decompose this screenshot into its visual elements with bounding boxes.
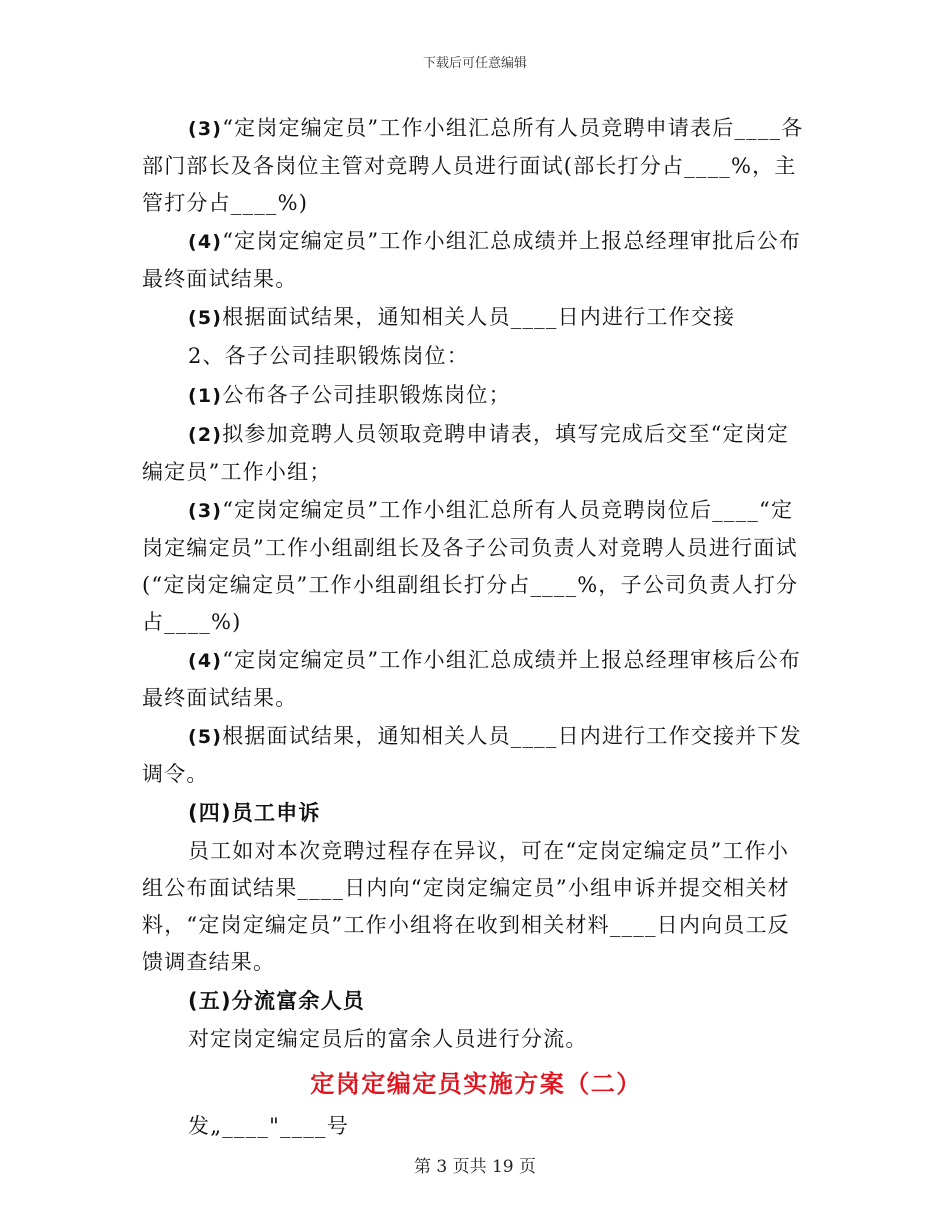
paragraph-1-b (142, 377, 810, 415)
paragraph-4-b (142, 642, 810, 717)
paragraph-text: “定岗定编定员”工作小组汇总成绩并上报总经理审批后公布最终面试结果。 (142, 229, 802, 291)
document-number-line: 发„____"____号 (188, 1114, 349, 1138)
item-number: (5) (188, 307, 223, 329)
paragraph-text: “定岗定编定员”工作小组汇总所有人员竞聘申请表后____各部门部长及各岗位主管对竞聘人员进行面试(部长打分占____%，主管打分占____%) (142, 116, 804, 215)
item-number: (3) (188, 500, 223, 522)
item-number: (1) (188, 385, 223, 407)
paragraph-text: 根据面试结果，通知相关人员____日内进行工作交接并下发调令。 (142, 724, 802, 786)
paragraph-3-b (142, 492, 810, 641)
page-header: 下载后可任意编辑 (422, 56, 527, 71)
section-heading-appeal: (四)员工申诉 (188, 801, 321, 825)
item-number: (4) (188, 231, 223, 253)
paragraph-text: “定岗定编定员”工作小组汇总所有人员竞聘岗位后____“定岗定编定员”工作小组副组长及各子公司负责人对竞聘人员进行面试(“定岗定编定员”工作小组副组长打分占____%，子公司负责人打分占____%) (142, 498, 799, 634)
item-number: (3) (188, 118, 223, 140)
paragraph-5-b (142, 718, 810, 793)
paragraph-2-b (142, 416, 810, 491)
paragraph-5-a (142, 299, 810, 337)
item-number: (2) (188, 424, 223, 446)
section-body-surplus: 对定岗定编定员后的富余人员进行分流。 (188, 1027, 588, 1051)
section-heading-surplus: (五)分流富余人员 (188, 989, 365, 1013)
item-number: (4) (188, 650, 223, 672)
document-body (142, 110, 810, 1146)
paragraph-text: 2、各子公司挂职锻炼岗位： (188, 344, 469, 368)
document-title-2: 定岗定编定员实施方案（二） (310, 1070, 642, 1098)
page-footer: 第 3 页共 19 页 (413, 1157, 537, 1177)
subsection-2-title (142, 338, 810, 376)
paragraph-3-a (142, 110, 810, 222)
section-body-appeal: 员工如对本次竞聘过程存在异议，可在“定岗定编定员”工作小组公布面试结果____日内向“定岗定编定员”小组申诉并提交相关材料，“定岗定编定员”工作小组将在收到相关材料____日内向员工反馈调查结果。 (142, 839, 790, 974)
paragraph-text: 根据面试结果，通知相关人员____日内进行工作交接 (222, 305, 736, 329)
item-number: (5) (188, 726, 223, 748)
paragraph-text: 拟参加竞聘人员领取竞聘申请表，填写完成后交至“定岗定编定员”工作小组； (142, 422, 790, 484)
paragraph-4-a (142, 223, 810, 298)
paragraph-text: “定岗定编定员”工作小组汇总成绩并上报总经理审核后公布最终面试结果。 (142, 648, 802, 710)
paragraph-text: 公布各子公司挂职锻炼岗位； (222, 383, 511, 407)
